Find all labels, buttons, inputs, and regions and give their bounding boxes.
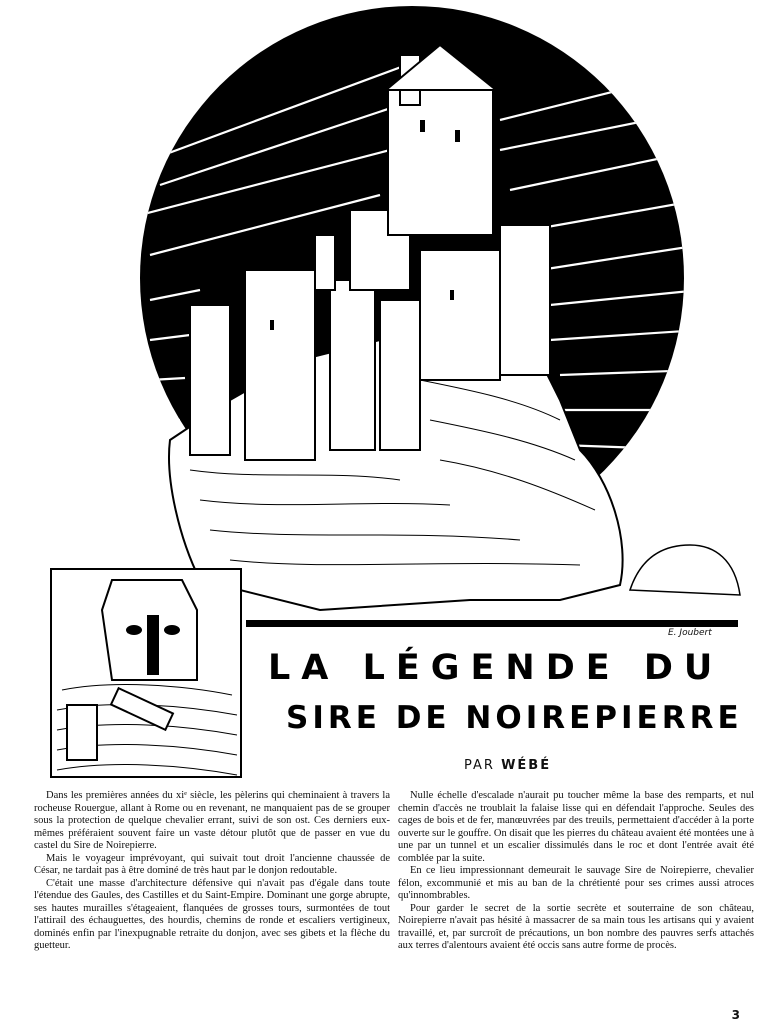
paragraph: Dans les premières années du xiᵉ siècle, les pèlerins qui cheminaient à travers la rocheuse Rouergue, allant à Rome ou en revenant, ne manquaient pas de se grouper sous la protection de quelque chevalier errant, suivi de son ost. Ces derniers eux-mêmes préféraient souvent faire un vaste détour plutôt que de passer en vue du castel du Sire de Noirepierre. — [34, 790, 390, 851]
paragraph: C'était une masse d'architecture défensive qui n'avait pas d'égale dans toute l'étendue des Gaules, des Castilles et du Saint-Empire. Dominant une gorge abrupte, ses hautes murailles s'étageaient, flanquées de grosses tours, surmontées de tout l'attirail des échauguettes, des hourdis, chemins de ronde et escaliers vertigineux, dominés enfin par l'inexpugnable retraite du donjon, avec ses gibets et la flèche du guetteur. — [34, 877, 390, 951]
title-line-1: LA LÉGENDE DU — [268, 648, 724, 688]
byline-prefix: PAR — [464, 758, 495, 773]
paragraph: Pour garder le secret de la sortie secrète et souterraine de son château, Noirepierre n'avait pas hésité à massacrer de sa main tous les artisans qui y avaient travaillé, et, par surcroît de précautions, un bon nombre des pauvres serfs attachés aux terres d'alentours avaient été occis sans autre forme de procès. — [398, 902, 754, 951]
knight-portrait — [50, 568, 242, 778]
column-left — [34, 790, 390, 953]
column-right — [398, 790, 754, 953]
byline-author: WÉBÉ — [501, 758, 552, 773]
paragraph: Nulle échelle d'escalade n'aurait pu toucher même la base des remparts, et nul chemin d'accès ne troublait la falaise lisse qui en défendait l'approche. Seules des cages de bois et de fer, manœuvrées par des treuils, permettaient d'accéder à la porte ouverte sur le gouffre. On disait que les pierres du château avaient été montées une à une par un tunnel et un escalier dissimulés dans le roc et dont l'entrée avait été comblée par la suite. — [398, 790, 754, 864]
paragraph: Mais le voyageur imprévoyant, qui suivait tout droit l'ancienne chaussée de César, ne tardait pas à être dominé de très haut par le donjon redoutable. — [34, 852, 390, 876]
distant-rocks — [630, 545, 740, 595]
artist-signature: E. Joubert — [668, 628, 712, 638]
title-line-2: SIRE DE NOIREPIERRE — [286, 700, 743, 736]
paragraph: En ce lieu impressionnant demeurait le sauvage Sire de Noirepierre, chevalier félon, excommunié et mis au ban de la chrétienté pour ses crimes aussi atroces qu'innombrables. — [398, 865, 754, 901]
title-rule — [246, 620, 738, 627]
byline — [464, 758, 551, 773]
knight-helmet-icon — [52, 570, 240, 776]
page-number: 3 — [731, 1008, 740, 1022]
